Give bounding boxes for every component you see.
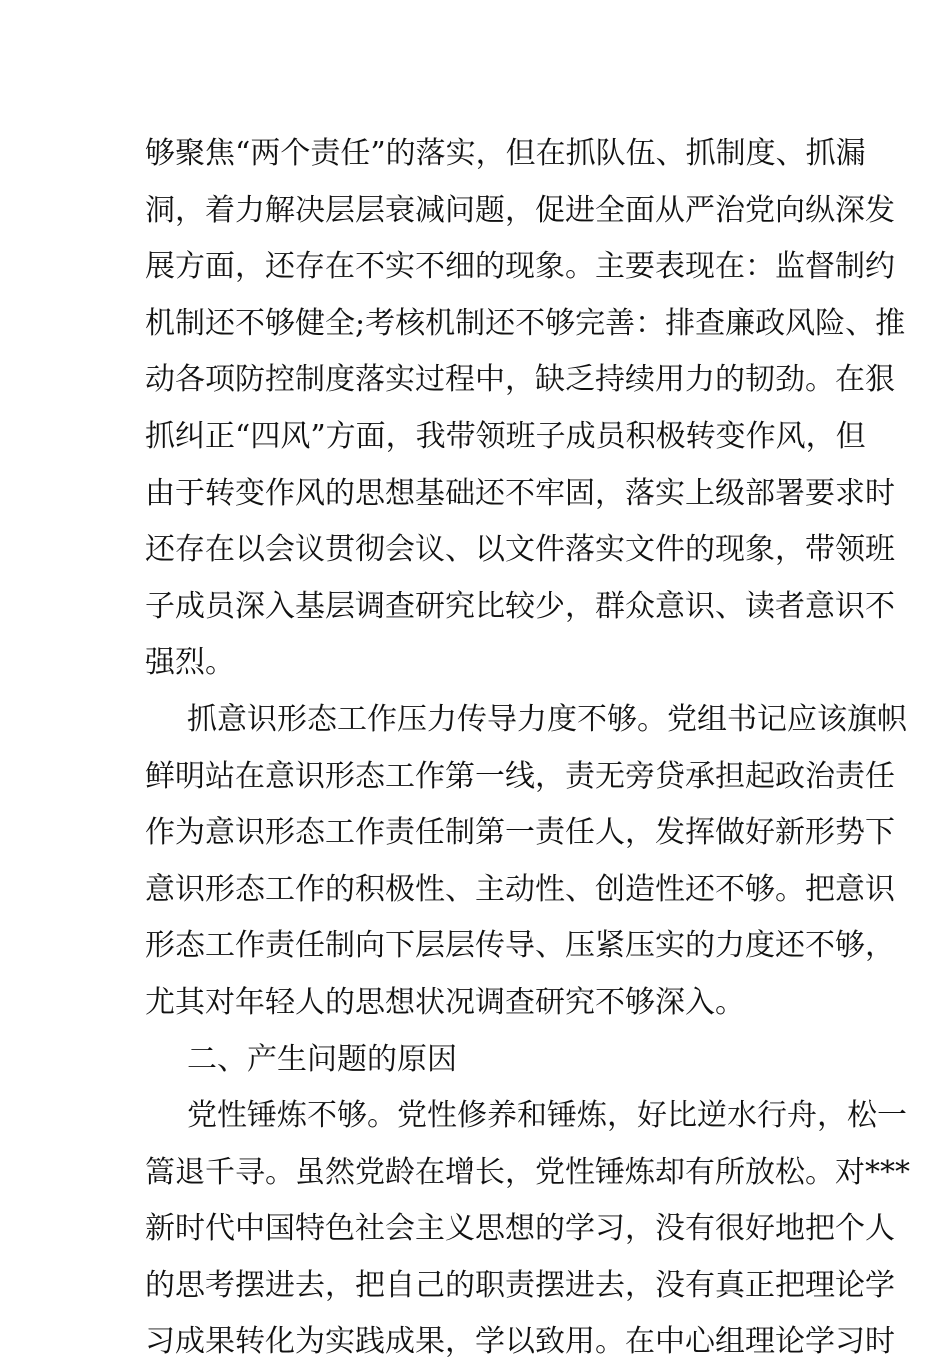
text-line: 篙退千寻。虽然党龄在增长，党性锤炼却有所放松。对***	[145, 1154, 910, 1190]
text-line: 习成果转化为实践成果，学以致用。在中心组理论学习时	[145, 1324, 895, 1360]
document-body	[145, 126, 910, 1371]
text-line: 动各项防控制度落实过程中，缺乏持续用力的韧劲。在狠	[145, 362, 895, 398]
text-line: 还存在以会议贯彻会议、以文件落实文件的现象，带领班	[145, 532, 895, 568]
text-line: 作为意识形态工作责任制第一责任人，发挥做好新形势下	[145, 815, 895, 851]
section-heading: 二、产生问题的原因	[187, 1041, 457, 1077]
text-line: 洞，着力解决层层衰减问题，促进全面从严治党向纵深发	[145, 192, 895, 228]
text-line: 意识形态工作的积极性、主动性、创造性还不够。把意识	[145, 871, 895, 907]
text-line: 抓纠正“四风”方面，我带领班子成员积极转变作风，但	[145, 418, 866, 454]
text-line: 尤其对年轻人的思想状况调查研究不够深入。	[145, 984, 745, 1020]
text-line: 形态工作责任制向下层层传导、压紧压实的力度还不够，	[145, 928, 895, 964]
text-line: 展方面，还存在不实不细的现象。主要表现在：监督制约	[145, 249, 895, 285]
text-line: 子成员深入基层调查研究比较少，群众意识、读者意识不	[145, 588, 895, 624]
paragraph-start-line: 党性锤炼不够。党性修养和锤炼，好比逆水行舟，松一	[187, 1098, 907, 1134]
text-line: 由于转变作风的思想基础还不牢固，落实上级部署要求时	[145, 475, 895, 511]
text-line: 的思考摆进去，把自己的职责摆进去，没有真正把理论学	[145, 1267, 895, 1303]
text-line: 新时代中国特色社会主义思想的学习，没有很好地把个人	[145, 1211, 895, 1247]
paragraph-start-line: 抓意识形态工作压力传导力度不够。党组书记应该旗帜	[187, 701, 907, 737]
text-line: 鲜明站在意识形态工作第一线，责无旁贷承担起政治责任	[145, 758, 895, 794]
text-line: 够聚焦“两个责任”的落实，但在抓队伍、抓制度、抓漏	[145, 136, 866, 171]
text-line: 机制还不够健全;考核机制还不够完善：排查廉政风险、推	[145, 305, 906, 341]
text-line: 强烈。	[145, 645, 235, 681]
